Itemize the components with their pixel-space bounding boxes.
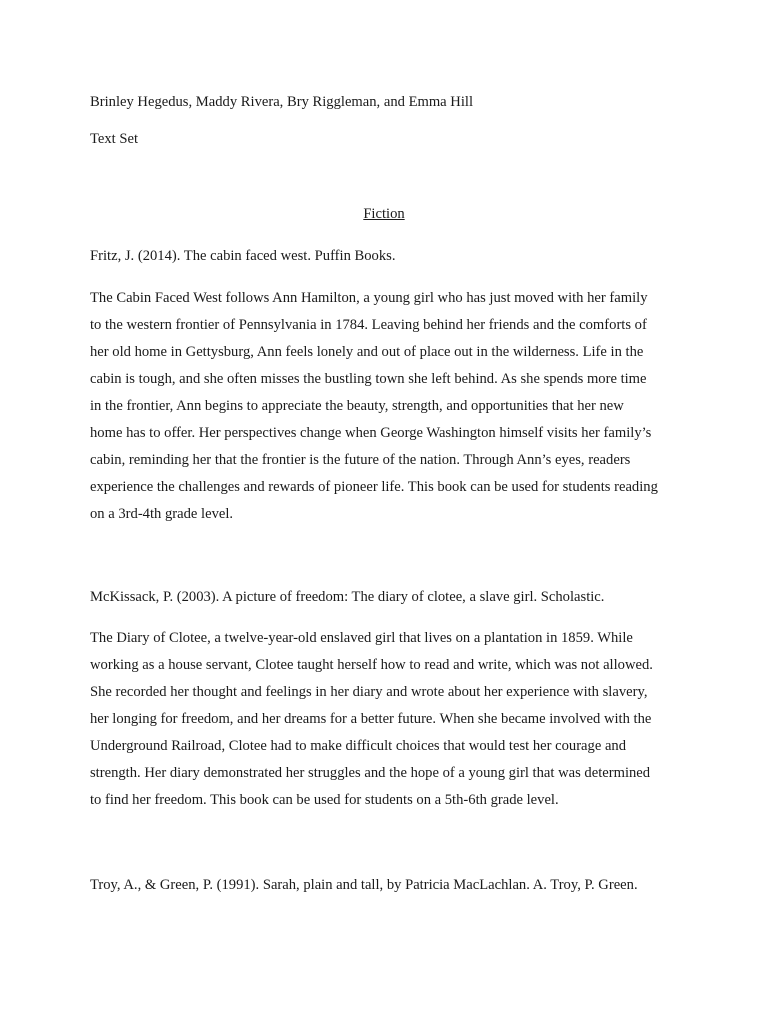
summary-line: The Cabin Faced West follows Ann Hamilton, a young girl who has just moved with her family xyxy=(90,290,648,306)
summary-line: She recorded her thought and feelings in her diary and wrote about her experience with slavery, xyxy=(90,684,648,700)
summary-line: working as a house servant, Clotee taught herself how to read and write, which was not allowed. xyxy=(90,657,653,673)
summary-line: cabin, reminding her that the frontier is the future of the nation. Through Ann’s eyes, readers xyxy=(90,452,631,468)
summary-line: in the frontier, Ann begins to appreciate the beauty, strength, and opportunities that her new xyxy=(90,398,624,414)
summary-line: to the western frontier of Pennsylvania in 1784. Leaving behind her friends and the comforts of xyxy=(90,317,647,333)
authors-line: Brinley Hegedus, Maddy Rivera, Bry Riggleman, and Emma Hill xyxy=(90,94,474,110)
section-heading-fiction: Fiction xyxy=(363,206,405,222)
summary-line: Underground Railroad, Clotee had to make difficult choices that would test her courage and xyxy=(90,738,627,754)
summary-line: on a 3rd-4th grade level. xyxy=(90,506,234,522)
summary-diary-of-clotee xyxy=(90,625,680,814)
citation-mckissack: McKissack, P. (2003). A picture of freedom: The diary of clotee, a slave girl. Scholastic. xyxy=(90,589,605,605)
citation-troy-green: Troy, A., & Green, P. (1991). Sarah, plain and tall, by Patricia MacLachlan. A. Troy, P. Green. xyxy=(90,877,638,893)
summary-line: to find her freedom. This book can be used for students on a 5th-6th grade level. xyxy=(90,792,559,808)
summary-line: home has to offer. Her perspectives change when George Washington himself visits her family’s xyxy=(90,425,652,441)
citation-fritz: Fritz, J. (2014). The cabin faced west. Puffin Books. xyxy=(90,248,396,264)
document-type: Text Set xyxy=(90,131,139,147)
summary-line: The Diary of Clotee, a twelve-year-old enslaved girl that lives on a plantation in 1859. While xyxy=(90,630,633,646)
summary-line: strength. Her diary demonstrated her struggles and the hope of a young girl that was determined xyxy=(90,765,651,781)
summary-line: cabin is tough, and she often misses the bustling town she left behind. As she spends more time xyxy=(90,371,647,387)
summary-line: experience the challenges and rewards of pioneer life. This book can be used for students reading xyxy=(90,479,658,495)
summary-line: her old home in Gettysburg, Ann feels lonely and out of place out in the wilderness. Life in the xyxy=(90,344,644,360)
summary-cabin-faced-west xyxy=(90,285,680,528)
summary-line: her longing for freedom, and her dreams for a better future. When she became involved with the xyxy=(90,711,652,727)
